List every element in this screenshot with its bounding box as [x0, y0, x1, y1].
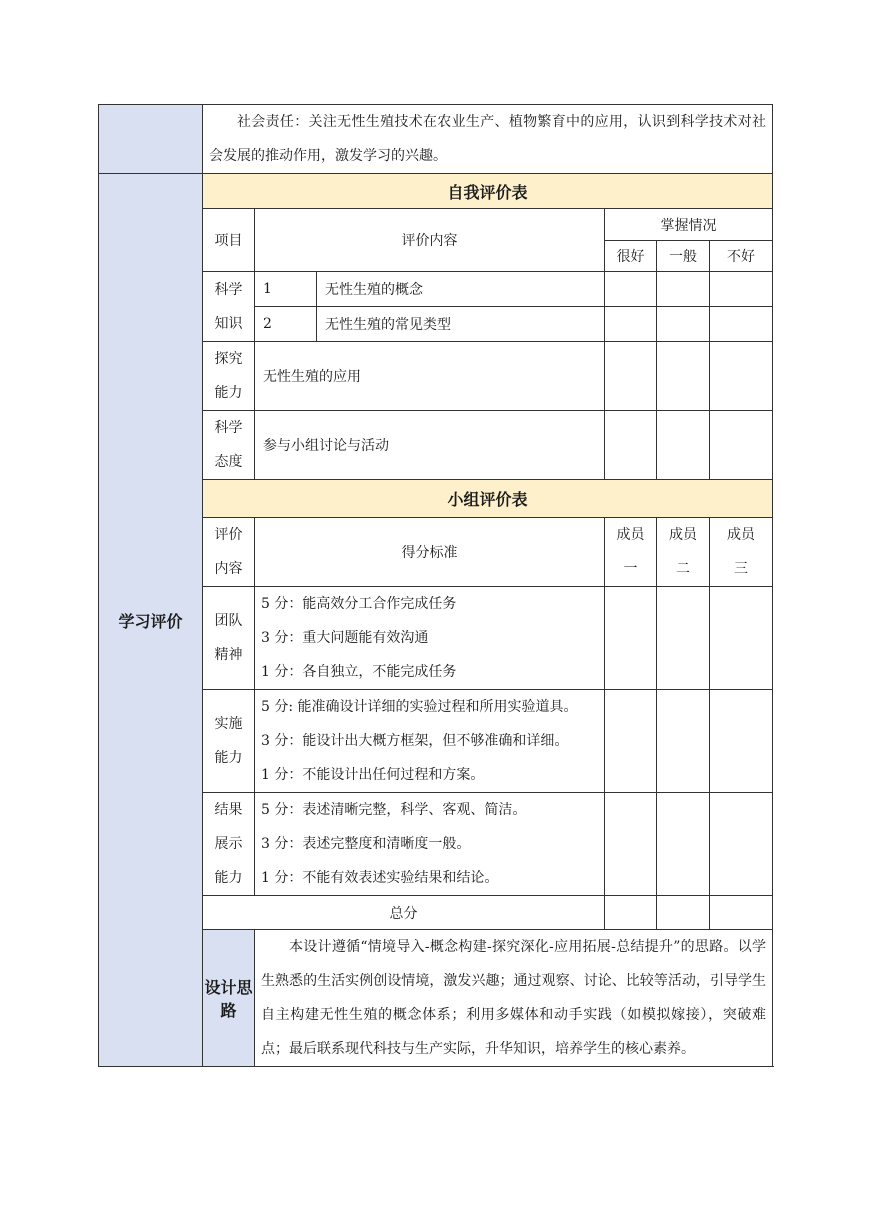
label-line: 成员 [616, 527, 645, 543]
rating-cell[interactable] [657, 272, 710, 307]
rating-cell[interactable] [710, 411, 773, 480]
rating-cell[interactable] [710, 307, 773, 342]
score-cell[interactable] [605, 690, 657, 793]
eval-content: 参与小组讨论与活动 [255, 411, 605, 480]
rating-cell[interactable] [605, 272, 657, 307]
design-rationale-label: 设计思路 [203, 930, 255, 1067]
score-cell[interactable] [657, 587, 710, 690]
criterion-line: 1 分：各自独立，不能完成任务 [261, 664, 457, 680]
label-line: 能力 [214, 870, 243, 886]
label-line: 成员 [727, 527, 756, 543]
row-number: 2 [255, 307, 317, 342]
criterion-line: 1 分：不能有效表述实验结果和结论。 [261, 870, 499, 886]
label-line: 态度 [214, 454, 243, 470]
group-eval-title: 小组评价表 [203, 480, 773, 518]
label-line: 科学 [214, 281, 243, 298]
score-cell[interactable] [605, 587, 657, 690]
label-line: 成员 [669, 527, 697, 543]
member-1-header [605, 518, 657, 587]
rating-cell[interactable] [605, 342, 657, 411]
label-line: 二 [676, 561, 690, 577]
label-line: 三 [734, 561, 749, 577]
criterion-line: 3 分：能设计出大概方框架，但不够准确和详细。 [261, 733, 569, 749]
self-eval-title: 自我评价表 [203, 174, 773, 209]
rating-cell[interactable] [657, 411, 710, 480]
eval-content: 无性生殖的常见类型 [317, 307, 605, 342]
level-average: 一般 [657, 241, 710, 272]
group-item-header [203, 518, 255, 587]
row-number: 1 [255, 272, 317, 307]
label-line: 团队 [214, 613, 243, 629]
criteria-cell [255, 587, 605, 690]
score-cell[interactable] [605, 793, 657, 896]
content-header: 评价内容 [255, 209, 605, 272]
criteria-header: 得分标准 [255, 518, 605, 587]
mastery-header: 掌握情况 [605, 209, 773, 241]
label-line: 探究 [214, 351, 243, 367]
score-cell[interactable] [710, 587, 773, 690]
criteria-cell [255, 793, 605, 896]
rating-cell[interactable] [605, 307, 657, 342]
label-line: 结果 [214, 802, 243, 818]
score-cell[interactable] [657, 690, 710, 793]
design-rationale-text: 本设计遵循“情境导入-概念构建-探究深化-应用拓展-总结提升”的思路。以学生熟悉的生活实例创设情境，激发兴趣；通过观察、讨论、比较等活动，引导学生自主构建无性生殖的概念体系；利用多媒体和动手实践（如模拟嫁接），突破难点；最后联系现代科技与生产实际，升华知识，培养学生的核心素养。 [255, 930, 773, 1067]
member-3-header [710, 518, 773, 587]
member-2-header [657, 518, 710, 587]
rating-cell[interactable] [657, 307, 710, 342]
total-score-cell[interactable] [710, 896, 773, 930]
label-line: 展示 [214, 836, 243, 852]
total-score-cell[interactable] [657, 896, 710, 930]
criteria-cell [255, 690, 605, 793]
rating-cell[interactable] [710, 342, 773, 411]
label-line: 科学 [214, 420, 243, 436]
criterion-line: 1 分：不能设计出任何过程和方案。 [261, 767, 485, 783]
label-line: 内容 [214, 561, 243, 577]
criterion-line: 3 分：表述完整度和清晰度一般。 [261, 836, 471, 852]
score-cell[interactable] [657, 793, 710, 896]
label-line: 能力 [214, 385, 243, 401]
eval-content: 无性生殖的概念 [317, 272, 605, 307]
total-label: 总分 [203, 896, 605, 930]
presentation-ability-label [203, 793, 255, 896]
item-header: 项目 [203, 209, 255, 272]
learning-evaluation-label: 学习评价 [99, 174, 203, 1067]
level-very-good: 很好 [605, 241, 657, 272]
criterion-line: 3 分：重大问题能有效沟通 [261, 630, 429, 646]
label-line: 评价 [214, 527, 243, 543]
science-knowledge-label [203, 272, 255, 342]
rating-cell[interactable] [657, 342, 710, 411]
label-line: 能力 [214, 750, 243, 766]
lesson-plan-table [98, 104, 773, 1067]
top-left-label-cell [99, 105, 203, 174]
level-poor: 不好 [710, 241, 773, 272]
label-line: 实施 [214, 716, 243, 732]
score-cell[interactable] [710, 690, 773, 793]
implementation-ability-label [203, 690, 255, 793]
criterion-line: 5 分：表述清晰完整，科学、客观、简洁。 [261, 802, 527, 818]
total-score-cell[interactable] [605, 896, 657, 930]
label-line: 知识 [214, 315, 243, 332]
team-spirit-label [203, 587, 255, 690]
science-attitude-label [203, 411, 255, 480]
inquiry-ability-label [203, 342, 255, 411]
eval-content: 无性生殖的应用 [255, 342, 605, 411]
label-line: 精神 [214, 647, 243, 663]
criterion-line: 5 分: 能准确设计详细的实验过程和所用实验道具。 [261, 699, 578, 715]
label-line: 一 [623, 561, 638, 577]
score-cell[interactable] [710, 793, 773, 896]
criterion-line: 5 分：能高效分工合作完成任务 [261, 596, 457, 612]
rating-cell[interactable] [605, 411, 657, 480]
rating-cell[interactable] [710, 272, 773, 307]
social-responsibility-text: 社会责任：关注无性生殖技术在农业生产、植物繁育中的应用，认识到科学技术对社会发展的推动作用，激发学习的兴趣。 [203, 105, 773, 174]
